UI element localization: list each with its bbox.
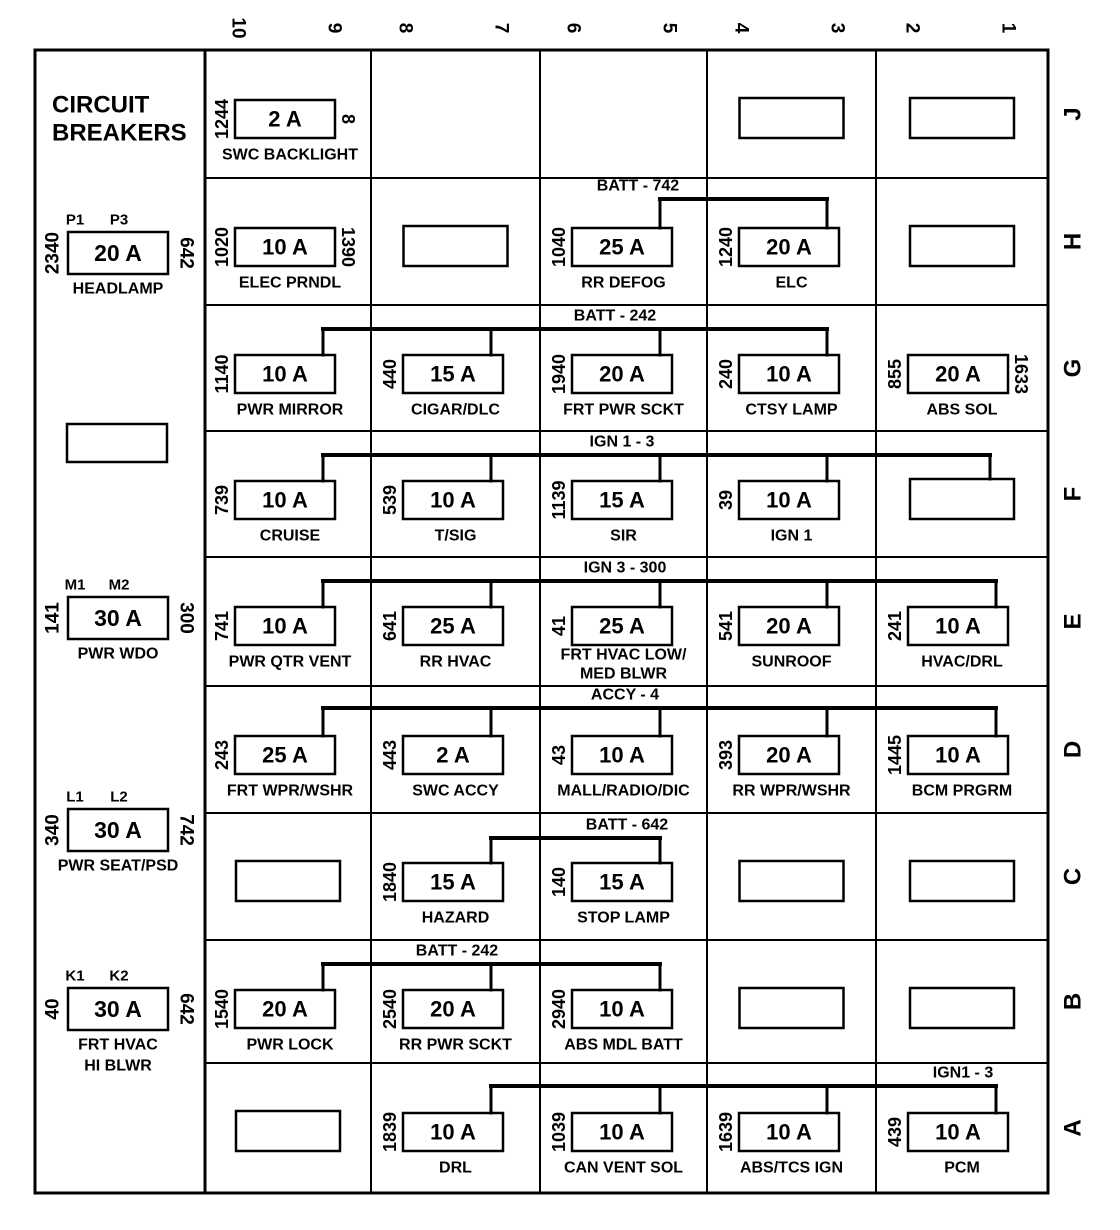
fuse-rating: 10 A (262, 613, 308, 639)
fuse-left-wire: 1839 (380, 1111, 400, 1153)
breaker-rating: 20 A (94, 240, 142, 266)
breaker-terminal: M2 (108, 576, 130, 594)
fuse-name: CIGAR/DLC (411, 401, 500, 419)
fuse-empty-slot (236, 861, 340, 901)
fuse-name: RR PWR SCKT (399, 1036, 512, 1054)
fuse-name: MALL/RADIO/DIC (557, 782, 690, 800)
breaker-right-wire: 742 (175, 814, 197, 846)
fuse-name: CTSY LAMP (745, 401, 838, 419)
breaker-right-wire: 642 (175, 237, 197, 269)
fuse-rating: 20 A (766, 613, 812, 639)
column-number-1: 1 (997, 22, 1019, 34)
title-breakers: BREAKERS (52, 119, 187, 147)
breaker-right-wire: 642 (175, 993, 197, 1025)
fuse-rating: 10 A (935, 742, 981, 768)
fuse-name: PCM (944, 1159, 980, 1177)
fuse-name: MED BLWR (579, 665, 668, 683)
column-number-6: 6 (562, 22, 584, 34)
fuse-left-wire: 1240 (716, 226, 736, 268)
fuse-rating: 10 A (935, 1119, 981, 1145)
fuse-rating: 10 A (430, 1119, 476, 1145)
row-letter-E: E (1059, 613, 1087, 630)
row-letter-H: H (1059, 232, 1087, 251)
fuse-name: HAZARD (421, 909, 490, 927)
row-letter-A: A (1059, 1119, 1087, 1137)
bus-label: BATT - 242 (415, 942, 499, 960)
fuse-left-wire: 140 (549, 866, 569, 898)
fuse-left-wire: 1040 (549, 226, 569, 268)
row-letter-B: B (1059, 992, 1087, 1011)
breaker-terminal: K1 (65, 967, 85, 985)
fuse-rating: 10 A (262, 487, 308, 513)
fuse-left-wire: 539 (380, 484, 400, 516)
column-number-4: 4 (730, 22, 752, 34)
fuse-left-wire: 393 (716, 739, 736, 771)
fuse-name: PWR LOCK (246, 1036, 334, 1054)
fuse-empty-slot (740, 861, 844, 901)
fuse-left-wire: 243 (212, 739, 232, 771)
column-number-7: 7 (490, 22, 512, 34)
fuse-name: ELC (775, 274, 808, 292)
row-letter-J: J (1059, 107, 1087, 121)
breaker-name: FRT HVAC (78, 1036, 158, 1054)
fuse-name: ABS MDL BATT (564, 1036, 683, 1054)
fuse-left-wire: 541 (716, 610, 736, 642)
fuse-left-wire: 39 (716, 489, 736, 511)
column-number-10: 10 (227, 17, 249, 39)
fuse-name: STOP LAMP (577, 909, 670, 927)
row-letter-D: D (1059, 740, 1087, 759)
fuse-rating: 10 A (262, 361, 308, 387)
fuse-rating: 15 A (430, 361, 476, 387)
fuse-left-wire: 2940 (549, 988, 569, 1030)
fuse-right-wire: 8 (338, 113, 358, 125)
breaker-left-wire: 340 (42, 814, 64, 846)
fuse-name: FRT HVAC LOW/ (560, 646, 687, 664)
breaker-terminal: L2 (110, 788, 128, 806)
breaker-rating: 30 A (94, 817, 142, 843)
column-number-9: 9 (323, 22, 345, 34)
fuse-name: FRT PWR SCKT (563, 401, 684, 419)
fuse-rating: 20 A (766, 234, 812, 260)
fuse-rating: 15 A (599, 487, 645, 513)
fuse-left-wire: 1639 (716, 1111, 736, 1153)
row-letter-G: G (1059, 358, 1087, 378)
bus-label: IGN 3 - 300 (583, 559, 667, 577)
breaker-right-wire: 300 (175, 602, 197, 634)
fuse-name: SUNROOF (751, 653, 832, 671)
breaker-left-wire: 40 (42, 998, 64, 1020)
fuse-rating: 10 A (262, 234, 308, 260)
fuse-rating: 10 A (599, 1119, 645, 1145)
fuse-name: IGN 1 (770, 527, 813, 545)
breaker-name: HEADLAMP (72, 280, 164, 298)
fuse-name: ABS/TCS IGN (739, 1159, 844, 1177)
fuse-name: FRT WPR/WSHR (226, 782, 354, 800)
fuse-left-wire: 443 (380, 739, 400, 771)
fuse-left-wire: 1940 (549, 353, 569, 395)
breaker-name: PWR SEAT/PSD (57, 857, 179, 875)
column-number-8: 8 (394, 22, 416, 34)
fuse-rating: 20 A (430, 996, 476, 1022)
fuse-left-wire: 855 (885, 358, 905, 390)
fuse-name: CRUISE (259, 527, 321, 545)
fuse-name: ABS SOL (926, 401, 998, 419)
fuse-name: DRL (439, 1159, 472, 1177)
breaker-terminal: L1 (66, 788, 84, 806)
fuse-left-wire: 741 (212, 610, 232, 642)
fuse-rating: 10 A (766, 487, 812, 513)
breaker-left-wire: 141 (42, 602, 64, 634)
fuse-name: PWR QTR VENT (228, 653, 352, 671)
fuse-rating: 10 A (766, 1119, 812, 1145)
bus-label: ACCY - 4 (590, 686, 660, 704)
breaker-name: PWR WDO (77, 645, 159, 663)
row-letter-C: C (1059, 867, 1087, 886)
fuse-left-wire: 1540 (212, 988, 232, 1030)
column-number-3: 3 (826, 22, 848, 34)
fuse-rating: 15 A (599, 869, 645, 895)
fuse-empty-slot (910, 98, 1014, 138)
fuse-name: T/SIG (434, 527, 477, 545)
fuse-empty-slot (740, 98, 844, 138)
fuse-right-wire: 1390 (338, 226, 358, 268)
column-number-2: 2 (901, 22, 923, 34)
fuse-rating: 25 A (430, 613, 476, 639)
fuse-rating: 2 A (268, 106, 302, 132)
fuse-left-wire: 440 (380, 358, 400, 390)
fuse-rating: 10 A (430, 487, 476, 513)
fuse-rating: 25 A (599, 234, 645, 260)
fuse-name: RR WPR/WSHR (732, 782, 851, 800)
breaker-left-wire: 2340 (42, 231, 64, 275)
fuse-rating: 20 A (599, 361, 645, 387)
row-letter-F: F (1059, 486, 1087, 502)
fuse-empty-slot (236, 1111, 340, 1151)
breaker-name: HI BLWR (84, 1057, 152, 1075)
fuse-name: SWC BACKLIGHT (222, 146, 358, 164)
fuse-empty-slot (910, 861, 1014, 901)
bus-label: BATT - 742 (596, 177, 680, 195)
fuse-rating: 10 A (935, 613, 981, 639)
fuse-left-wire: 439 (885, 1116, 905, 1148)
fuse-left-wire: 1140 (212, 354, 232, 394)
fuse-name: PWR MIRROR (236, 401, 344, 419)
bus-label: BATT - 642 (585, 816, 669, 834)
fuse-rating: 10 A (766, 361, 812, 387)
fuse-left-wire: 739 (212, 484, 232, 516)
fuse-rating: 2 A (436, 742, 470, 768)
breaker-terminal: M1 (64, 576, 86, 594)
fuse-name: SIR (610, 527, 637, 545)
fuse-rating: 20 A (935, 361, 981, 387)
fuse-left-wire: 240 (716, 358, 736, 390)
fuse-left-wire: 1020 (212, 226, 232, 268)
breaker-terminal: P3 (109, 211, 129, 229)
breaker-empty-slot (67, 424, 167, 462)
fuse-name: RR DEFOG (581, 274, 666, 292)
fuse-left-wire: 1244 (212, 98, 232, 140)
fuse-rating: 20 A (766, 742, 812, 768)
breaker-rating: 30 A (94, 996, 142, 1022)
fuse-right-wire: 1633 (1011, 353, 1031, 395)
fuse-left-wire: 41 (549, 615, 569, 637)
fuse-rating: 25 A (262, 742, 308, 768)
fuse-empty-slot (910, 226, 1014, 266)
fuse-rating: 20 A (262, 996, 308, 1022)
breaker-terminal: P1 (65, 211, 85, 229)
fuse-empty-slot (910, 479, 1014, 519)
column-number-5: 5 (658, 22, 680, 34)
fuse-name: CAN VENT SOL (563, 1159, 684, 1177)
fuse-left-wire: 2540 (380, 988, 400, 1030)
bus-label: IGN 1 - 3 (589, 433, 655, 451)
fuse-name: HVAC/DRL (921, 653, 1003, 671)
fuse-name: ELEC PRNDL (238, 274, 342, 292)
fuse-left-wire: 1445 (885, 734, 905, 776)
fuse-left-wire: 1139 (549, 480, 569, 520)
bus-label: BATT - 242 (573, 307, 657, 325)
fuse-left-wire: 641 (380, 610, 400, 642)
fuse-empty-slot (910, 988, 1014, 1028)
fuse-rating: 10 A (599, 742, 645, 768)
fuse-name: BCM PRGRM (911, 782, 1013, 800)
bus-label: IGN1 - 3 (932, 1064, 994, 1082)
breaker-rating: 30 A (94, 605, 142, 631)
fuse-left-wire: 43 (549, 744, 569, 766)
fuse-left-wire: 1039 (549, 1111, 569, 1153)
fuse-empty-slot (740, 988, 844, 1028)
fuse-left-wire: 1840 (380, 861, 400, 903)
fuse-rating: 15 A (430, 869, 476, 895)
breaker-terminal: K2 (109, 967, 129, 985)
fuse-left-wire: 241 (885, 610, 905, 642)
fuse-name: SWC ACCY (412, 782, 499, 800)
title-circuit: CIRCUIT (52, 91, 150, 119)
fuse-empty-slot (404, 226, 508, 266)
fuse-name: RR HVAC (419, 653, 492, 671)
fuse-rating: 25 A (599, 613, 645, 639)
fuse-rating: 10 A (599, 996, 645, 1022)
